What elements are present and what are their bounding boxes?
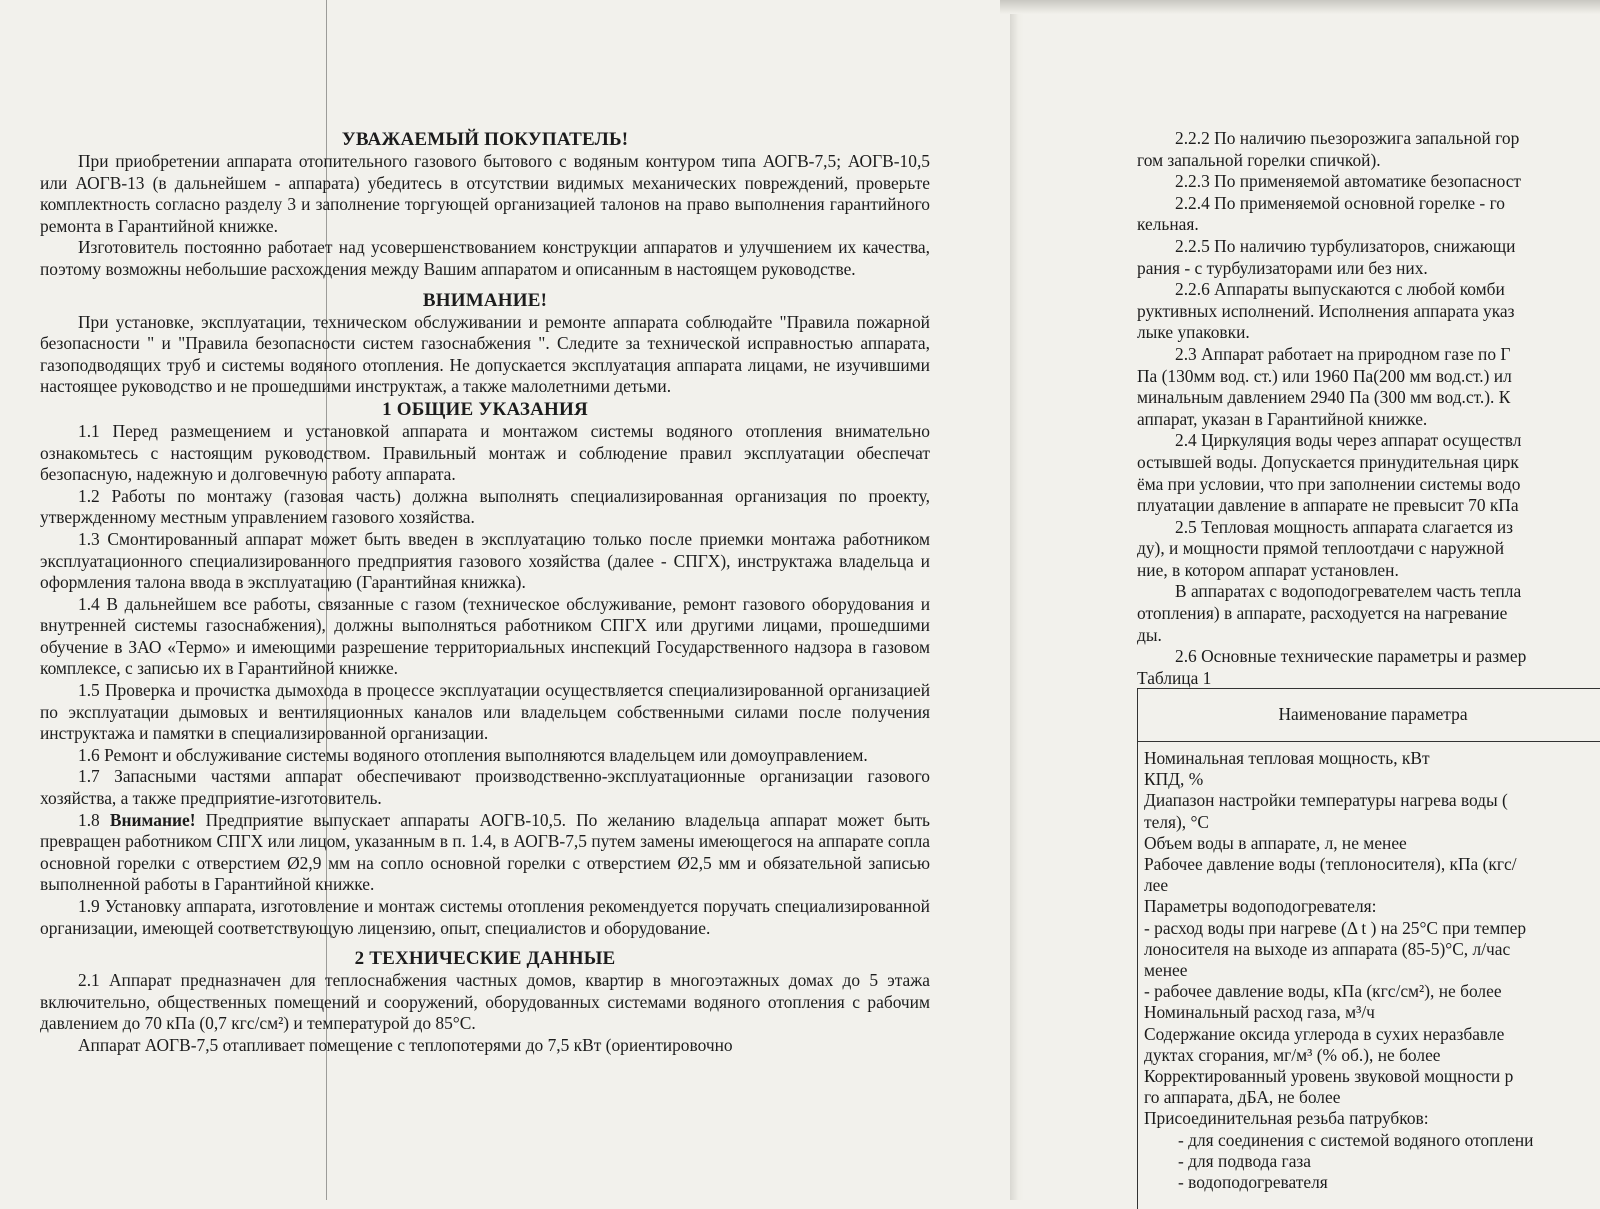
attention-title: ВНИМАНИЕ! bbox=[422, 289, 548, 311]
p18-prefix: 1.8 bbox=[78, 809, 110, 830]
table-row: лее bbox=[1144, 875, 1169, 896]
right-line: ние, в котором аппарат установлен. bbox=[1137, 559, 1399, 580]
right-line: В аппаратах с водоподогревателем часть тепла bbox=[1175, 581, 1522, 602]
paragraph-1-6: 1.6 Ремонт и обслуживание системы водяного отопления выполняются владельцем или домоуправлением. bbox=[78, 744, 868, 765]
right-line: кельная. bbox=[1137, 214, 1199, 235]
paragraph-1-1: 1.1 Перед размещением и установкой аппарата и монтажом системы водяного отопления внимательно ознакомьтесь с настоящим руководством. Правильный монтаж и соблюдение правил эксплуатации обеспечат безопасную, надежную и долговечную работу аппарата. bbox=[40, 420, 930, 485]
table-row: Параметры водоподогревателя: bbox=[1144, 896, 1377, 917]
table-row: Корректированный уровень звуковой мощности р bbox=[1144, 1066, 1514, 1087]
right-line: 2.2.6 Аппараты выпускаются с любой комби bbox=[1175, 279, 1505, 300]
table-row: - для соединения с системой водяного отоплени bbox=[1178, 1129, 1534, 1150]
attention-text: При установке, эксплуатации, техническом обслуживании и ремонте аппарата соблюдайте "Правила пожарной безопасности " и "Правила безопасности систем газоснабжения ". Следите за технической исправностью аппарата, газоподводящих труб и системы водяного отопления. Не допускается эксплуатация аппарата лицами, не изучившими настоящее руководство и не прошедшими инструктаж, а также малолетними детьми. bbox=[40, 311, 930, 397]
right-line: рания - с турбулизаторами или без них. bbox=[1137, 257, 1428, 278]
page-fold bbox=[1010, 0, 1024, 1200]
right-line: остывшей воды. Допускается принудительная цирк bbox=[1137, 451, 1519, 472]
right-line: ду), и мощности прямой теплоотдачи с наружной bbox=[1137, 538, 1504, 559]
p18-attention: Внимание! bbox=[109, 809, 196, 830]
table-row: Объем воды в аппарате, л, не менее bbox=[1144, 832, 1407, 853]
right-line: лыке упаковки. bbox=[1137, 322, 1250, 343]
right-line: Па (130мм вод. ст.) или 1960 Па(200 мм вод.ст.) ил bbox=[1137, 365, 1512, 386]
right-line: 2.5 Тепловая мощность аппарата слагается из bbox=[1175, 516, 1514, 537]
table-header bbox=[1138, 689, 1600, 742]
right-line: ды. bbox=[1137, 624, 1162, 645]
paragraph-1-3: 1.3 Смонтированный аппарат может быть введен в эксплуатацию только после приемки монтажа работником эксплуатационного специализированного предприятия газового хозяйства (далее - СПГХ), инструктажа владельца и оформления талона ввода в эксплуатацию (Гарантийная книжка). bbox=[40, 528, 930, 593]
paragraph-1-8 bbox=[40, 810, 930, 896]
table-row: Диапазон настройки температуры нагрева воды ( bbox=[1144, 790, 1508, 811]
section1-title: 1 ОБЩИЕ УКАЗАНИЯ bbox=[382, 398, 588, 420]
right-line: руктивных исполнений. Исполнения аппарата указ bbox=[1137, 300, 1515, 321]
table-row: КПД, % bbox=[1144, 769, 1204, 790]
right-line: 2.6 Основные технические параметры и размер bbox=[1175, 646, 1527, 667]
table-row: Присоединительная резьба патрубков: bbox=[1144, 1108, 1429, 1129]
right-line: аппарат, указан в Гарантийной книжке. bbox=[1137, 408, 1428, 429]
right-line: 2.2.2 По наличию пьезорозжига запальной гор bbox=[1175, 128, 1520, 148]
paragraph-2-1: 2.1 Аппарат предназначен для теплоснабжения частных домов, квартир в многоэтажных домах до 5 этажа включительно, общественных помещений и сооружений, оборудованных системами водяного отопления с рабочим давлением до 70 кПа (0,7 кгс/см²) и температурой до 85°С. bbox=[40, 970, 930, 1034]
table-row: дуктах сгорания, мг/м³ (% об.), не более bbox=[1144, 1044, 1441, 1065]
paragraph-1-2: 1.2 Работы по монтажу (газовая часть) должна выполнять специализированная организация по проекту, утвержденному местным управлением газового хозяйства. bbox=[40, 485, 930, 528]
table-body bbox=[1138, 742, 1600, 1193]
right-line: 2.2.4 По применяемой основной горелке - го bbox=[1175, 192, 1505, 213]
right-line: гом запальной горелки спичкой). bbox=[1137, 149, 1381, 170]
table-row: Номинальный расход газа, м³/ч bbox=[1144, 1002, 1375, 1023]
section2-title: 2 ТЕХНИЧЕСКИЕ ДАННЫЕ bbox=[354, 948, 616, 970]
page-fold-top bbox=[1000, 0, 1600, 14]
table-row: лоносителя на выходе из аппарата (85-5)°С, л/час bbox=[1144, 938, 1511, 959]
p18-text: Предприятие выпускает аппараты АОГВ-10,5. По желанию владельца аппарат может быть превращен работником СПГХ или лицом, указанным в п. 1.4, в АОГВ-7,5 путем замены имеющегося на аппарате сопла основной горелки с отверстием Ø2,9 мм на сопло основной горелки с отверстием Ø2,5 мм и обязательной записью выполненной работы в Гарантийной книжке. bbox=[40, 809, 930, 895]
paragraph-last: Аппарат АОГВ-7,5 отапливает помещение с теплопотерями до 7,5 кВт (ориентировочно bbox=[78, 1034, 733, 1055]
right-line: 2.4 Циркуляция воды через аппарат осуществл bbox=[1175, 430, 1522, 451]
paragraph-1-7: 1.7 Запасными частями аппарат обеспечивают производственно-эксплуатационные организации газового хозяйства, а также предприятие-изготовитель. bbox=[40, 766, 930, 809]
table-row: теля), °С bbox=[1144, 811, 1210, 832]
right-line: минальным давлением 2940 Па (300 мм вод.ст.). К bbox=[1137, 387, 1511, 408]
table-row: Содержание оксида углерода в сухих неразбавле bbox=[1144, 1023, 1505, 1044]
intro-paragraph: При приобретении аппарата отопительного газового бытового с водяным контуром типа АОГВ-7,5; АОГВ-10,5 или АОГВ-13 (в дальнейшем - аппарата) убедитесь в отсутствии видимых механических повреждений, проверьте комплектность согласно разделу 3 и заполнение торгующей организацией талонов на право выполнения гарантийного ремонта в Гарантийной книжке. bbox=[40, 151, 930, 236]
table-row: - рабочее давление воды, кПа (кгс/см²), не более bbox=[1144, 981, 1502, 1002]
table-row: - для подвода газа bbox=[1178, 1150, 1312, 1171]
table-row: - водоподогревателя bbox=[1178, 1172, 1328, 1193]
right-line: 2.3 Аппарат работает на природном газе по Г bbox=[1175, 343, 1511, 364]
parameters-table bbox=[1137, 688, 1600, 1209]
right-page bbox=[1137, 128, 1600, 689]
right-line: 2.2.5 По наличию турбулизаторов, снижающи bbox=[1175, 235, 1516, 256]
table-row: Рабочее давление воды (теплоносителя), кПа (кгс/ bbox=[1144, 854, 1517, 875]
right-line: отопления) в аппарате, расходуется на нагревание bbox=[1137, 603, 1508, 624]
right-line: 2.2.3 По применяемой автоматике безопасност bbox=[1175, 171, 1522, 192]
table-row: Номинальная тепловая мощность, кВт bbox=[1144, 748, 1430, 768]
left-page bbox=[40, 128, 930, 1057]
paragraph-1-9: 1.9 Установку аппарата, изготовление и монтаж системы отопления рекомендуется поручать специализированной организации, имеющей соответствующую лицензию, опыт, специалистов и оборудование. bbox=[40, 896, 930, 938]
table-row: го аппарата, дБА, не более bbox=[1144, 1087, 1341, 1108]
intro-paragraph: Изготовитель постоянно работает над усовершенствованием конструкции аппаратов и улучшением их качества, поэтому возможны небольшие расхождения между Вашим аппаратом и описанным в настоящем руководстве. bbox=[40, 237, 930, 279]
table-header-label: Наименование параметра bbox=[1278, 704, 1468, 724]
table-row: - расход воды при нагреве (Δ t ) на 25°С при темпер bbox=[1144, 917, 1527, 938]
table-row: менее bbox=[1144, 960, 1188, 981]
title: УВАЖАЕМЫЙ ПОКУПАТЕЛЬ! bbox=[341, 129, 629, 150]
paragraph-1-4: 1.4 В дальнейшем все работы, связанные с газом (техническое обслуживание, ремонт газового оборудования и внутренней системы газоснабжения), должны выполняться работником СПГХ или другими лицами, прошедшими обучение в ЗАО «Термо» и имеющими разрешение территориальных инспекций Государственного надзора в газовом комплексе, с записью их в Гарантийной книжке. bbox=[40, 593, 930, 679]
right-line: плуатации давление в аппарате не превысит 70 кПа bbox=[1137, 495, 1519, 516]
right-line: ёма при условии, что при заполнении системы водо bbox=[1137, 473, 1521, 494]
right-line: Таблица 1 bbox=[1137, 667, 1212, 688]
paragraph-1-5: 1.5 Проверка и прочистка дымохода в процессе эксплуатации осуществляется специализированной организацией по эксплуатации дымовых и вентиляционных каналов или владельцем собственными силами после получения инструктажа и памятки в специализированной организации. bbox=[40, 680, 930, 744]
